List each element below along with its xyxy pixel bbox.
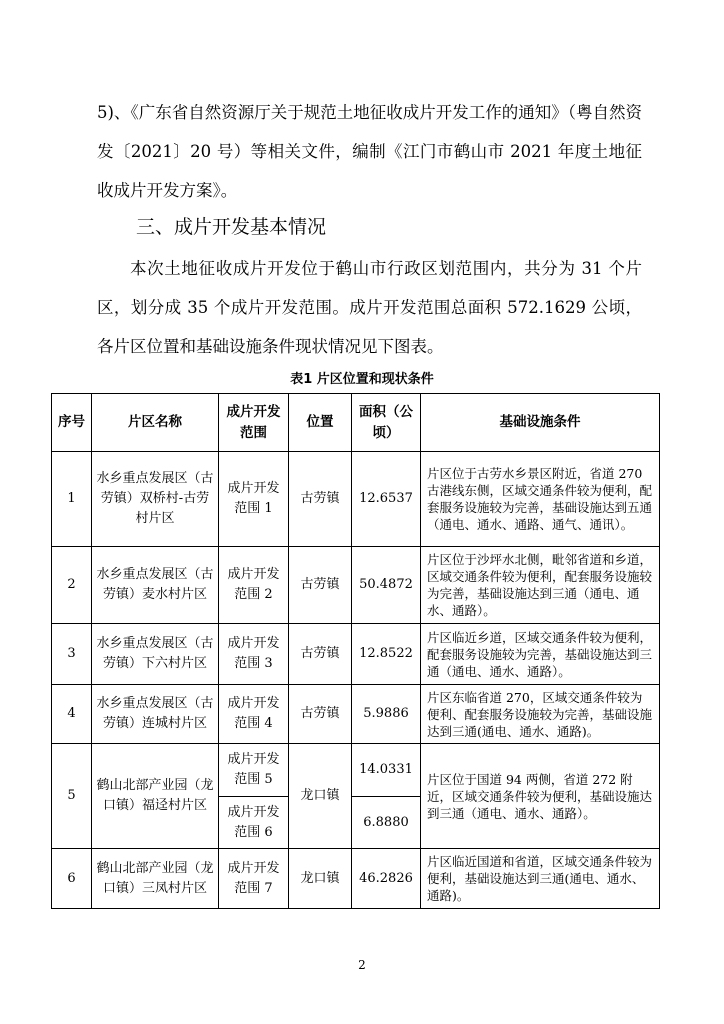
- row-no: 5: [52, 744, 92, 849]
- table-header-row: [52, 394, 660, 452]
- row-facilities: 片区临近乡道，区域交通条件较为便利，配套服务设施较为完善，基础设施达到三通（通电、通水、通路）。: [421, 624, 660, 685]
- row-no: 4: [52, 685, 92, 744]
- intro-paragraph: 5)、《广东省自然资源厅关于规范土地征收成片开发工作的通知》（粤自然资发〔2021〕20 号）等相关文件，编制《江门市鹤山市 2021 年度土地征收成片开发方案》。: [97, 103, 642, 200]
- row-no: 1: [52, 452, 92, 547]
- header-name: 片区名称: [92, 394, 219, 452]
- header-location: 位置: [289, 394, 352, 452]
- header-facilities: 基础设施条件: [421, 394, 660, 452]
- row-area: 12.8522: [352, 624, 421, 685]
- row-scope: 成片开发范围 2: [219, 547, 289, 624]
- row-facilities: 片区位于国道 94 两侧，省道 272 附近，区域交通条件较为便利，基础设施达到三通（通电、通水、通路）。: [421, 744, 660, 849]
- row-location: 古劳镇: [289, 452, 352, 547]
- table-row: [52, 624, 660, 685]
- section-heading: 三、成片开发基本情况: [136, 216, 327, 238]
- row-location: 古劳镇: [289, 685, 352, 744]
- header-scope: 成片开发范围: [219, 394, 289, 452]
- row-scope: 成片开发范围 3: [219, 624, 289, 685]
- row-name: 鹤山北部产业园（龙口镇）三凤村片区: [92, 849, 219, 909]
- table-row: [52, 547, 660, 624]
- row-scope: 成片开发范围 4: [219, 685, 289, 744]
- row-area: 46.2826: [352, 849, 421, 909]
- row-facilities: 片区位于古劳水乡景区附近，省道 270 古港线东侧，区域交通条件较为便利，配套服务设施较为完善，基础设施达到五通（通电、通水、通路、通气、通讯）。: [421, 452, 660, 547]
- header-no: 序号: [52, 394, 92, 452]
- row-facilities: 片区临近国道和省道，区域交通条件较为便利，基础设施达到三通(通电、通水、通路)。: [421, 849, 660, 909]
- row-location: 龙口镇: [289, 744, 352, 849]
- row-name: 水乡重点发展区（古劳镇）双桥村-古劳村片区: [92, 452, 219, 547]
- row-no: 6: [52, 849, 92, 909]
- page-number: 2: [358, 958, 366, 972]
- row-facilities: 片区东临省道 270，区域交通条件较为便利、配套服务设施较为完善，基础设施达到三通(通电、通水、通路)。: [421, 685, 660, 744]
- row-location: 古劳镇: [289, 624, 352, 685]
- row-name: 鹤山北部产业园（龙口镇）福迳村片区: [92, 744, 219, 849]
- table-row: [52, 452, 660, 547]
- row-area: 12.6537: [352, 452, 421, 547]
- row-area: 5.9886: [352, 685, 421, 744]
- table-caption: 表1 片区位置和现状条件: [290, 372, 434, 387]
- header-area: 面积（公顷）: [352, 394, 421, 452]
- row-name: 水乡重点发展区（古劳镇）麦水村片区: [92, 547, 219, 624]
- row-name: 水乡重点发展区（古劳镇）连城村片区: [92, 685, 219, 744]
- row-area: 50.4872: [352, 547, 421, 624]
- row-name: 水乡重点发展区（古劳镇）下六村片区: [92, 624, 219, 685]
- row-area: 14.0331: [352, 744, 421, 797]
- row-location: 龙口镇: [289, 849, 352, 909]
- table-row: [52, 685, 660, 744]
- row-no: 3: [52, 624, 92, 685]
- row-no: 2: [52, 547, 92, 624]
- row-scope: 成片开发范围 7: [219, 849, 289, 909]
- table-row: [52, 849, 660, 909]
- summary-paragraph: 本次土地征收成片开发位于鹤山市行政区划范围内，共分为 31 个片区，划分成 35 个成片开发范围。成片开发范围总面积 572.1629 公顷，各片区位置和基础设施条件现状情况见下图表。: [97, 259, 642, 356]
- row-scope: 成片开发范围 6: [219, 797, 289, 849]
- row-scope: 成片开发范围 5: [219, 744, 289, 797]
- row-facilities: 片区位于沙坪水北侧，毗邻省道和乡道，区域交通条件较为便利，配套服务设施较为完善，基础设施达到三通（通电、通水、通路）。: [421, 547, 660, 624]
- row-location: 古劳镇: [289, 547, 352, 624]
- row-area: 6.8880: [352, 797, 421, 849]
- row-scope: 成片开发范围 1: [219, 452, 289, 547]
- table-row: [52, 744, 660, 797]
- zone-table: [51, 393, 660, 909]
